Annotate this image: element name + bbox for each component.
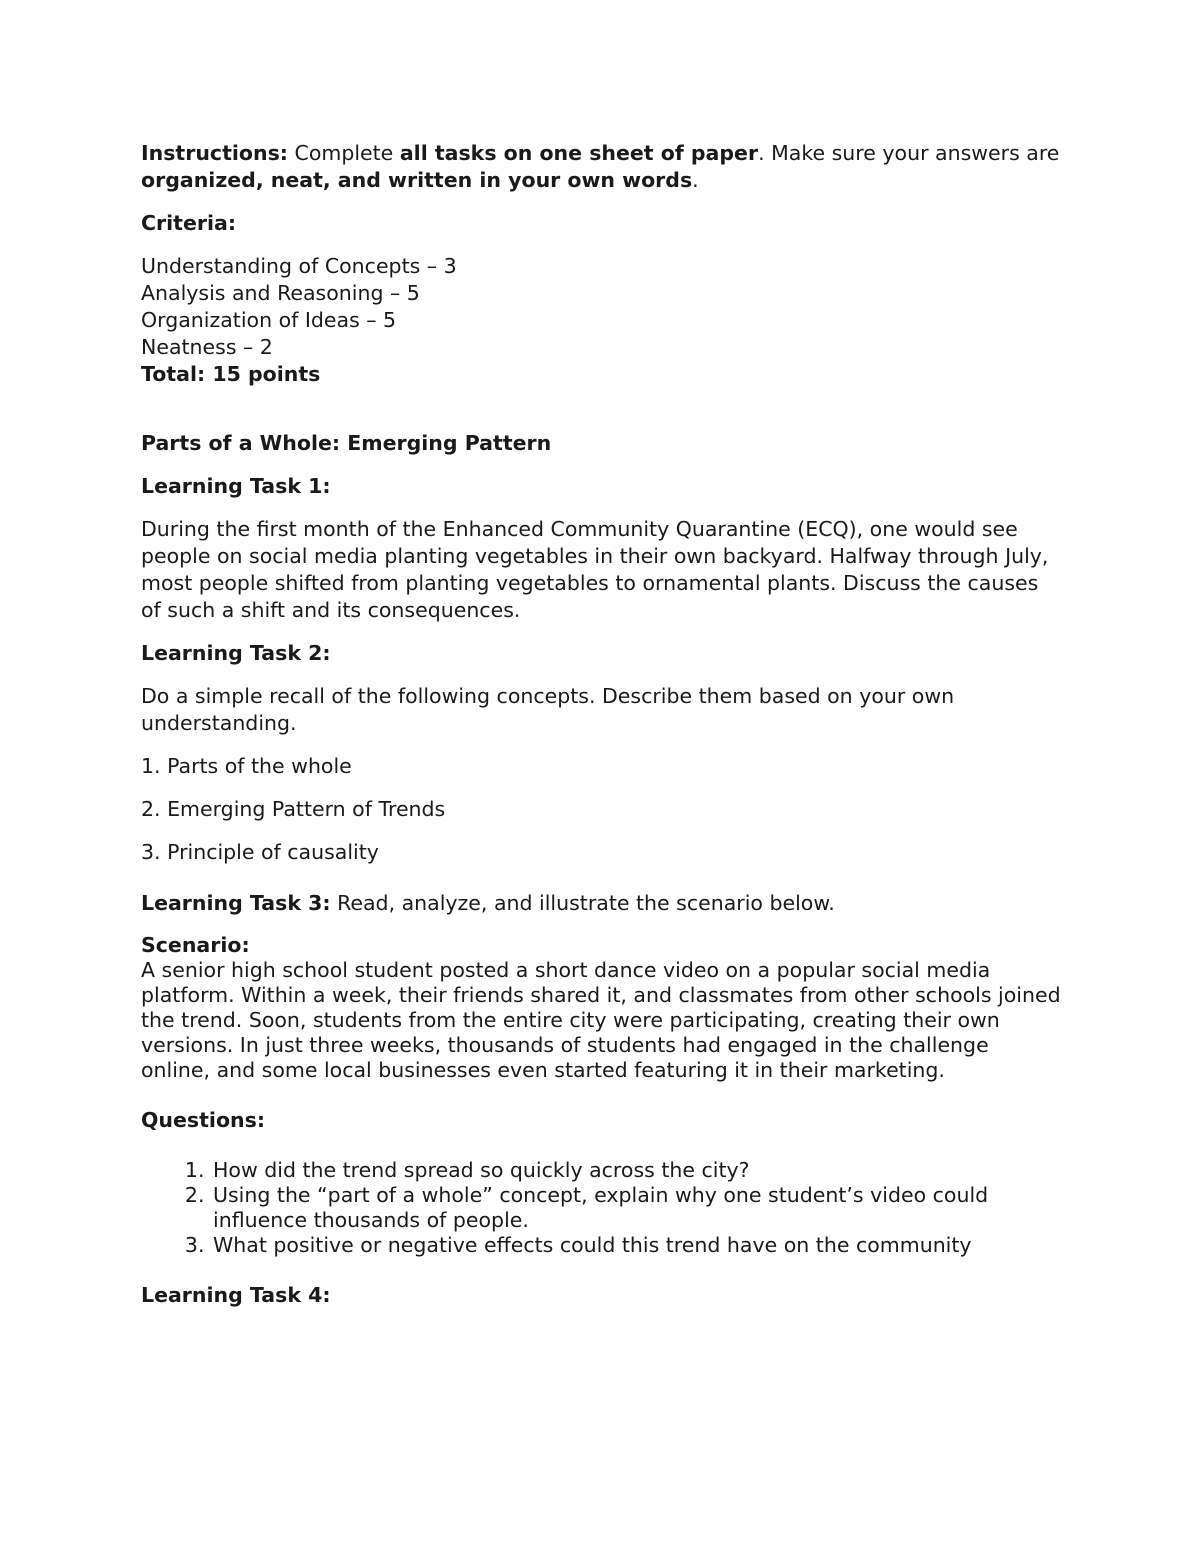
question-item: 1. How did the trend spread so quickly across the city?: [211, 1158, 1061, 1183]
task3-paragraph: [141, 890, 1061, 917]
task4-heading: Learning Task 4:: [141, 1283, 331, 1307]
section-title: Parts of a Whole: Emerging Pattern: [141, 431, 552, 455]
question-item: 2. Using the “part of a whole” concept, explain why one student’s video could influence thousands of people.: [211, 1183, 1061, 1233]
criteria-total: Total: 15 points: [141, 362, 321, 386]
task2-item: 3. Principle of causality: [141, 840, 379, 864]
task2-item: 2. Emerging Pattern of Trends: [141, 797, 446, 821]
task2-heading: Learning Task 2:: [141, 641, 331, 665]
task1-heading: Learning Task 1:: [141, 474, 331, 498]
criteria-item: Understanding of Concepts – 3: [141, 254, 457, 278]
instructions-bold-1: all tasks on one sheet of paper: [399, 141, 759, 165]
task2-item: 1. Parts of the whole: [141, 754, 352, 778]
question-item: 3. What positive or negative effects could this trend have on the community: [211, 1233, 1061, 1258]
document-page: [141, 140, 1061, 1309]
criteria-item: Neatness – 2: [141, 335, 273, 359]
instructions-bold-2: organized, neat, and written in your own words: [141, 168, 693, 192]
criteria-heading: Criteria:: [141, 211, 237, 235]
instructions-label: Instructions:: [141, 141, 288, 165]
criteria-item: Analysis and Reasoning – 5: [141, 281, 420, 305]
criteria-item: Organization of Ideas – 5: [141, 308, 397, 332]
instructions-paragraph: [141, 140, 1061, 194]
scenario-body: A senior high school student posted a short dance video on a popular social media platform. Within a week, their friends shared it, and classmates from other schools joined the trend. Soon, students from the entire city were participating, creating their own versions. In just three weeks, thousands of students had engaged in the challenge online, and some local businesses even started featuring it in their marketing.: [141, 958, 1061, 1082]
questions-heading: Questions:: [141, 1108, 266, 1132]
task2-body: Do a simple recall of the following concepts. Describe them based on your own understanding.: [141, 684, 955, 735]
instructions-text-1: Complete: [287, 141, 400, 165]
instructions-text-3: .: [692, 168, 699, 192]
questions-list: [141, 1158, 1061, 1258]
task1-body: During the first month of the Enhanced Community Quarantine (ECQ), one would see people on social media planting vegetables in their own backyard. Halfway through July, most people shifted from planting vegetables to ornamental plants. Discuss the causes of such a shift and its consequences.: [141, 517, 1049, 622]
scenario-heading: Scenario:: [141, 933, 250, 957]
task3-body: Read, analyze, and illustrate the scenario below.: [330, 891, 835, 915]
task3-heading: Learning Task 3:: [141, 891, 331, 915]
instructions-text-2: . Make sure your answers are: [758, 141, 1060, 165]
